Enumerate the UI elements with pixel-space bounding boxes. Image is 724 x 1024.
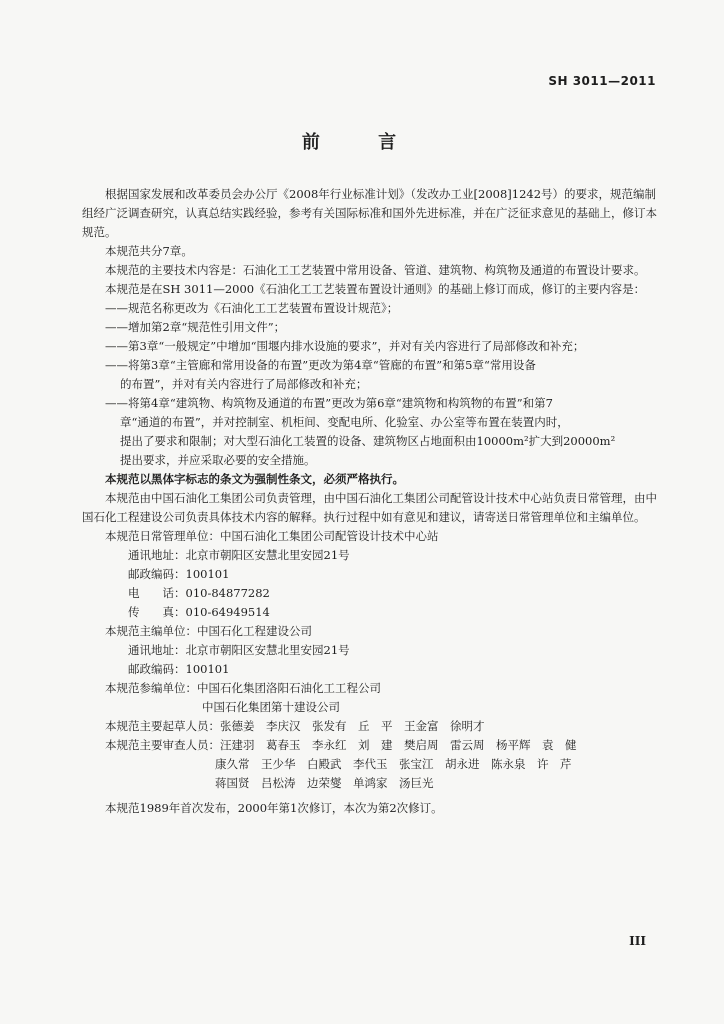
drafters-row bbox=[82, 717, 662, 736]
daily-unit-fax: 传 真：010-64949514 bbox=[128, 605, 270, 619]
reviewers-row bbox=[82, 736, 662, 755]
daily-unit-label: 本规范日常管理单位：中国石油化工集团公司配管设计技术中心站 bbox=[105, 529, 439, 543]
reviewers-names-cont: 康久常 王少华 白殿武 李代玉 张宝江 胡永进 陈永泉 许 芹 bbox=[215, 757, 572, 771]
history-note: 本规范1989年首次发布，2000年第1次修订，本次为第2次修订。 bbox=[105, 801, 443, 815]
participant-unit-label: 本规范参编单位：中国石化集团洛阳石油化工工程公司 bbox=[105, 681, 381, 695]
mandatory-note: 本规范以黑体字标志的条文为强制性条文，必须严格执行。 bbox=[105, 472, 404, 486]
change-item: ——第3章“一般规定”中增加“围堰内排水设施的要求”，并对有关内容进行了局部修改和补充； bbox=[105, 339, 585, 353]
standard-code: SH 3011—2011 bbox=[548, 74, 656, 88]
reviewers-label: 本规范主要审查人员： bbox=[105, 738, 220, 752]
drafters-names: 张德姜 李庆汉 张发有 丘 平 王金富 徐明才 bbox=[220, 719, 485, 733]
paragraph-revision: 本规范是在SH 3011—2000《石油化工工艺装置布置设计通则》的基础上修订而成，修订的主要内容是： bbox=[105, 282, 646, 296]
change-item: ——将第3章“主管廊和常用设备的布置”更改为第4章“管廊的布置”和第5章“常用设备 bbox=[105, 358, 536, 372]
paragraph-main-content: 本规范的主要技术内容是：石油化工工艺装置中常用设备、管道、建筑物、构筑物及通道的布置设计要求。 bbox=[105, 263, 646, 277]
preface-body bbox=[82, 185, 662, 818]
page-number: III bbox=[629, 934, 646, 948]
daily-unit-phone: 电 话：010-84877282 bbox=[128, 586, 270, 600]
change-item: ——规范名称更改为《石油化工工艺装置布置设计规范》； bbox=[105, 301, 399, 315]
change-item: ——将第4章“建筑物、构筑物及通道的布置”更改为第6章“建筑物和构筑物的布置”和第7 bbox=[105, 396, 553, 410]
reviewers-names: 汪建羽 葛春玉 李永红 刘 建 樊启周 雷云周 杨平辉 袁 健 bbox=[220, 738, 577, 752]
paragraph-basis: 根据国家发展和改革委员会办公厅《2008年行业标准计划》（发改办工业[2008]1242号）的要求，规范编制组经广泛调查研究，认真总结实践经验，参考有关国际标准和国外先进标准，并在广泛征求意见的基础上，修订本规范。 bbox=[82, 187, 657, 239]
participant-unit-second: 中国石化集团第十建设公司 bbox=[202, 700, 340, 714]
editor-unit-label: 本规范主编单位：中国石化工程建设公司 bbox=[105, 624, 312, 638]
drafters-label: 本规范主要起草人员： bbox=[105, 719, 220, 733]
change-item-cont: 提出了要求和限制；对大型石油化工装置的设备、建筑物区占地面积由10000m²扩大到20000m² bbox=[120, 434, 616, 448]
editor-unit-postcode: 邮政编码：100101 bbox=[128, 662, 230, 676]
management-paragraph: 本规范由中国石油化工集团公司负责管理，由中国石油化工集团公司配管设计技术中心站负责日常管理，由中国石化工程建设公司负责具体技术内容的解释。执行过程中如有意见和建议，请寄送日常管理单位和主编单位。 bbox=[82, 491, 657, 524]
daily-unit-postcode: 邮政编码：100101 bbox=[128, 567, 230, 581]
change-item-cont: 提出要求，并应采取必要的安全措施。 bbox=[120, 453, 316, 467]
daily-unit-address: 通讯地址：北京市朝阳区安慧北里安园21号 bbox=[128, 548, 350, 562]
paragraph-chapters: 本规范共分7章。 bbox=[105, 244, 193, 258]
change-item: ——增加第2章“规范性引用文件”； bbox=[105, 320, 286, 334]
page-title: 前 言 bbox=[301, 132, 423, 153]
editor-unit-address: 通讯地址：北京市朝阳区安慧北里安园21号 bbox=[128, 643, 350, 657]
change-item-cont: 章“通道的布置”，并对控制室、机柜间、变配电所、化验室、办公室等布置在装置内时， bbox=[120, 415, 569, 429]
change-item-cont: 的布置”，并对有关内容进行了局部修改和补充； bbox=[120, 377, 368, 391]
reviewers-names-cont: 蒋国贤 吕松涛 边荣燮 单鸿家 汤巨光 bbox=[215, 776, 434, 790]
